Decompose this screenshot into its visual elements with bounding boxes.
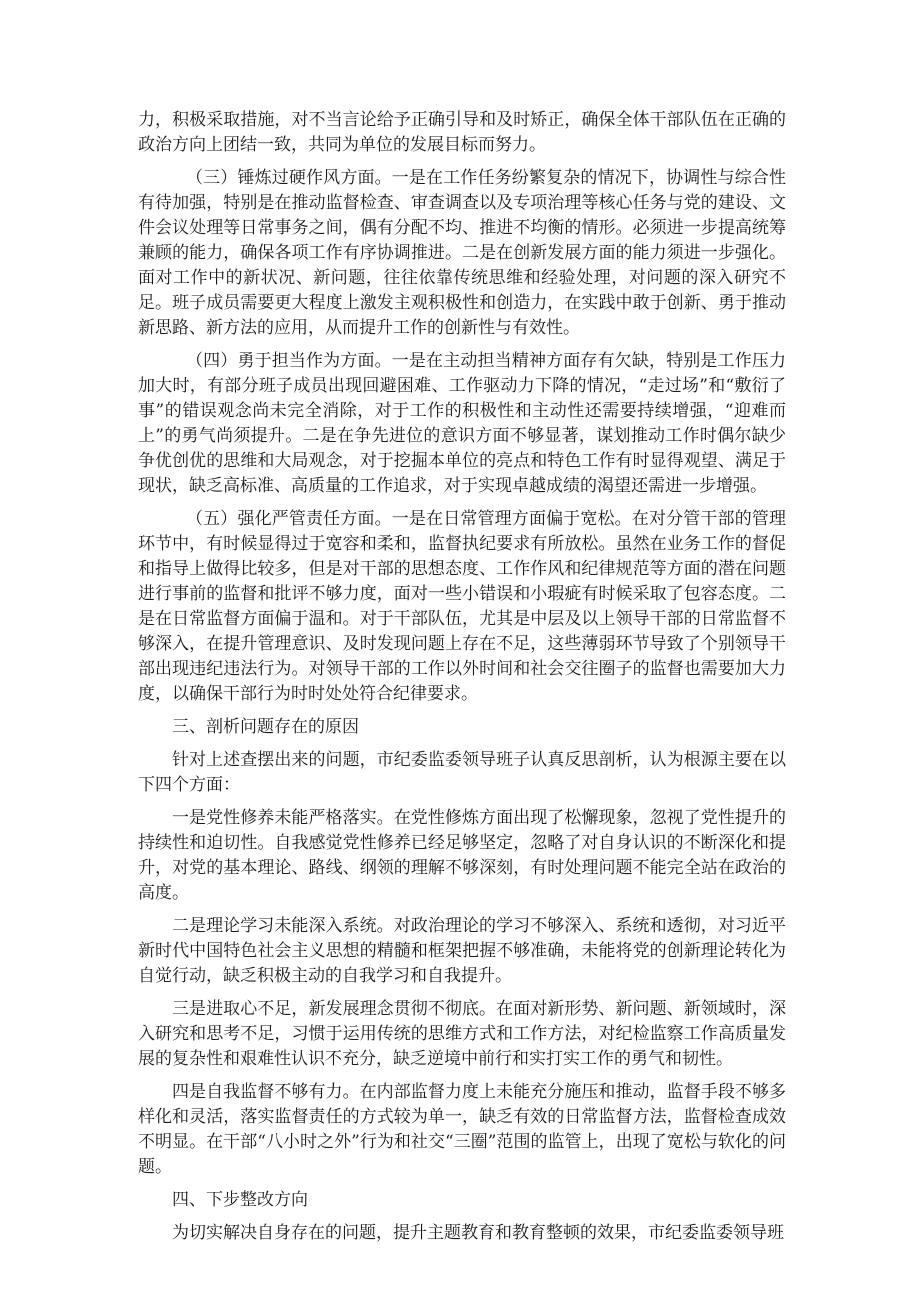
heading-analysis: 三、剖析问题存在的原因 (172, 717, 359, 737)
document-body (138, 108, 786, 1254)
paragraph-cause-1: 一是党性修养未能严格落实。在党性修炼方面出现了松懈现象，忽视了党性提升的持续性和迫切性。自我感觉党性修养已经足够坚定，忽略了对自身认识的不断深化和提升，对党的基本理论、路线、纲领的理解不够深刻，有时处理问题不能完全站在政治的高度。 (138, 808, 786, 903)
paragraph-analysis-intro: 针对上述查摆出来的问题，市纪委监委领导班子认真反思剖析，认为根源主要在以下四个方面： (138, 750, 786, 795)
paragraph-section-3: （三）锤炼过硬作风方面。一是在工作任务纷繁复杂的情况下，协调性与综合性有待加强，特别是在推动监督检查、审查调查以及专项治理等核心任务与党的建设、文件会议处理等日常事务之间，偶有分配不均、推进不均衡的情形。必须进一步提高统筹兼顾的能力，确保各项工作有序协调推进。二是在创新发展方面的能力须进一步强化。面对工作中的新状况、新问题，往往依靠传统思维和经验处理，对问题的深入研究不足。班子成员需要更大程度上激发主观积极性和创造力，在实践中敢于创新、勇于推动新思路、新方法的应用，从而提升工作的创新性与有效性。 (138, 168, 786, 338)
paragraph-continuation: 力，积极采取措施，对不当言论给予正确引导和及时矫正，确保全体干部队伍在正确的政治方向上团结一致，共同为单位的发展目标而努力。 (138, 110, 786, 155)
heading-next-steps: 四、下步整改方向 (172, 1190, 308, 1210)
paragraph-cause-3: 三是进取心不足，新发展理念贯彻不彻底。在面对新形势、新问题、新领域时，深入研究和思考不足，习惯于运用传统的思维方式和工作方法，对纪检监察工作高质量发展的复杂性和艰难性认识不充分，缺乏逆境中前行和实打实工作的勇气和韧性。 (138, 999, 786, 1069)
paragraph-cause-2: 二是理论学习未能深入系统。对政治理论的学习不够深入、系统和透彻，对习近平新时代中国特色社会主义思想的精髓和框架把握不够准确，未能将党的创新理论转化为自觉行动，缺乏积极主动的自我学习和自我提升。 (138, 916, 786, 986)
paragraph-section-4: （四）勇于担当作为方面。一是在主动担当精神方面存有欠缺，特别是工作压力加大时，有部分班子成员出现回避困难、工作驱动力下降的情况，“走过场”和“敷衍了事”的错误观念尚未完全消除，对于工作的积极性和主动性还需要持续增强，“迎难而上”的勇气尚须提升。二是在争先进位的意识方面不够显著，谋划推动工作时偶尔缺少争优创优的思维和大局观念，对于挖掘本单位的亮点和特色工作有时显得观望、满足于现状，缺乏高标准、高质量的工作追求，对于实现卓越成绩的渴望还需进一步增强。 (138, 351, 786, 496)
paragraph-next-steps-intro: 为切实解决自身存在的问题，提升主题教育和教育整顿的效果，市纪委监委领导班 (172, 1223, 784, 1243)
paragraph-cause-4: 四是自我监督不够有力。在内部监督力度上未能充分施压和推动，监督手段不够多样化和灵活，落实监督责任的方式较为单一，缺乏有效的日常监督方法，监督检查成效不明显。在干部“八小时之外”行为和社交“三圈”范围的监管上，出现了宽松与软化的问题。 (138, 1082, 786, 1177)
paragraph-section-5: （五）强化严管责任方面。一是在日常管理方面偏于宽松。在对分管干部的管理环节中，有时候显得过于宽容和柔和，监督执纪要求有所放松。虽然在业务工作的督促和指导上做得比较多，但是对干部的思想态度、工作作风和纪律规范等方面的潜在问题进行事前的监督和批评不够力度，面对一些小错误和小瑕疵有时候采取了包容态度。二是在日常监督方面偏于温和。对于干部队伍，尤其是中层及以上领导干部的日常监督不够深入，在提升管理意识、及时发现问题上存在不足，这些薄弱环节导致了个别领导干部出现违纪违法行为。对领导干部的工作以外时间和社会交往圈子的监督也需要加大力度，以确保干部行为时时处处符合纪律要求。 (138, 509, 786, 704)
